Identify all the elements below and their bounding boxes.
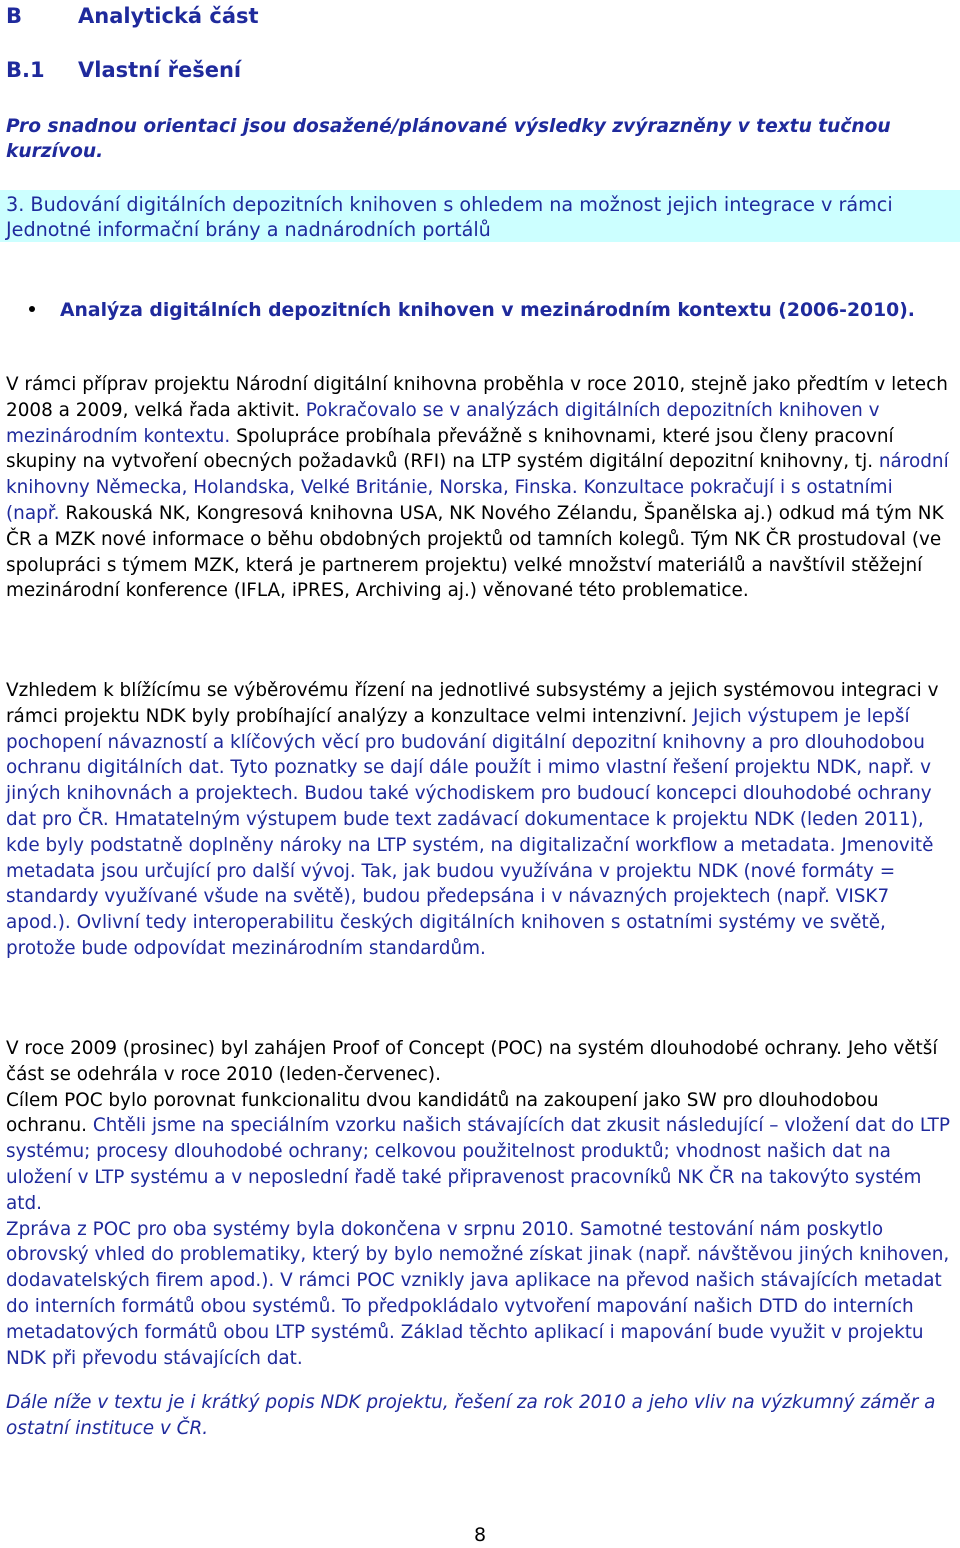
page-number: 8	[473, 1524, 487, 1546]
paragraph-1-c: Spolupráce probíhala převážně s knihovnami, které jsou členy pracovní skupiny na vytvoření obecných požadavků (RFI) na LTP systém digitální depozitní knihovny, tj.	[6, 425, 894, 473]
heading-number: B	[6, 4, 23, 28]
heading-analyticka-cast	[6, 4, 259, 28]
section-3-banner	[0, 190, 960, 242]
paragraph-3-c: Chtěli jsme na speciálním vzorku našich stávajících dat zkusit následující – vložení dat do LTP systému; procesy dlouhodobé ochrany; celkovou použitelnost produktů; vhodnost našich dat na uložení v LTP systému a v neposlední řadě také připravenost pracovníků NK ČR na takovýto systém atd.	[6, 1115, 950, 1214]
paragraph-4: Dále níže v textu je i krátký popis NDK projektu, řešení za rok 2010 a jeho vliv na výzkumný záměr a ostatní instituce v ČR.	[6, 1392, 936, 1439]
subheading-number: B.1	[6, 58, 45, 82]
paragraph-2	[6, 678, 950, 962]
paragraph-1-b: Pokračovalo se v analýzách digitálních depozitních knihoven v mezinárodním kontextu.	[6, 399, 880, 447]
paragraph-1	[6, 372, 950, 604]
paragraph-1-d: národní knihovny Německa, Holandska, Velké Británie, Norska, Finska. Konzultace pokračují i s ostatními (např.	[6, 451, 949, 524]
paragraph-1-a: V rámci příprav projektu Národní digitální knihovna proběhla v roce 2010, stejně jako předtím v letech 2008 a 2009, velká řada aktivit.	[6, 374, 948, 421]
section-3-title: 3. Budování digitálních depozitních knihoven s ohledem na možnost jejich integrace v rámci Jednotné informační brány a nadnárodních portálů	[6, 193, 893, 241]
paragraph-1-e: Rakouská NK, Kongresová knihovna USA, NK Nového Zélandu, Španělska aj.) odkud má tým NK ČR a MZK nové informace o běhu obdobných projektů od tamních kolegů. Tým NK ČR prostudoval (ve spolupráci s týmem MZK, která je partnerem projektu) velké množství materiálů a navštívil stěžejní mezinárodní konference (IFLA, iPRES, Archiving aj.) věnované této problematice.	[6, 502, 944, 602]
paragraph-3-a: V roce 2009 (prosinec) byl zahájen Proof of Concept (POC) na systém dlouhodobé ochrany. Jeho větší část se odehrála v roce 2010 (leden-červenec).	[6, 1038, 938, 1085]
heading-vlastni-reseni	[6, 58, 241, 82]
paragraph-2-a: Vzhledem k blížícímu se výběrovému řízení na jednotlivé subsystémy a jejich systémovou integraci v rámci projektu NDK byly probíhající analýzy a konzultace velmi intenzivní.	[6, 680, 939, 727]
bullet-text: Analýza digitálních depozitních knihoven v mezinárodním kontextu (2006-2010).	[60, 300, 915, 321]
paragraph-3-d: Zpráva z POC pro oba systémy byla dokončena v srpnu 2010. Samotné testování nám poskytlo obrovský vhled do problematiky, který by bylo nemožné získat jinak (např. návštěvou jiných knihoven, dodavatelských firem apod.). V rámci POC vznikly java aplikace na převod našich stávajících metadat do interních formátů obou systémů. To předpokládalo vytvoření mapování našich DTD do interních metadatových formátů obou LTP systémů. Základ těchto aplikací i mapování bude využit v projektu NDK při převodu stávajících dat.	[6, 1218, 950, 1369]
paragraph-2-b: Jejich výstupem je lepší pochopení návazností a klíčových věcí pro budování digitální depozitní knihovny a pro dlouhodobou ochranu digitálních dat. Tyto poznatky se dají dále použít i mimo vlastní řešení projektu NDK, např. v jiných knihovnách a projektech. Budou také východiskem pro budoucí koncepci dlouhodobé ochrany dat pro ČR. Hmatatelným výstupem bude text zadávací dokumentace k projektu NDK (leden 2011), kde byly podstatně doplněny nároky na LTP systém, na digitalizační workflow a metadata. Jmenovitě metadata jsou určující pro další vývoj. Tak, jak budou využívána v projektu NDK (nové formáty = standardy využívané všude na světě), budou předepsána i v návazných projektech (např. VISK7 apod.). Ovlivní tedy interoperabilitu českých digitálních knihoven s ostatními systémy ve světě, protože bude odpovídat mezinárodním standardům.	[6, 705, 934, 959]
paragraph-3-b: Cílem POC bylo porovnat funkcionalitu dvou kandidátů na zakoupení jako SW pro dlouhodobou ochranu.	[6, 1089, 879, 1137]
heading-title: Analytická část	[78, 4, 259, 28]
subheading-title: Vlastní řešení	[78, 58, 242, 82]
paragraph-3	[6, 1036, 950, 1371]
intro-note: Pro snadnou orientaci jsou dosažené/plánované výsledky zvýrazněny v textu tučnou kurzívou.	[6, 116, 891, 162]
